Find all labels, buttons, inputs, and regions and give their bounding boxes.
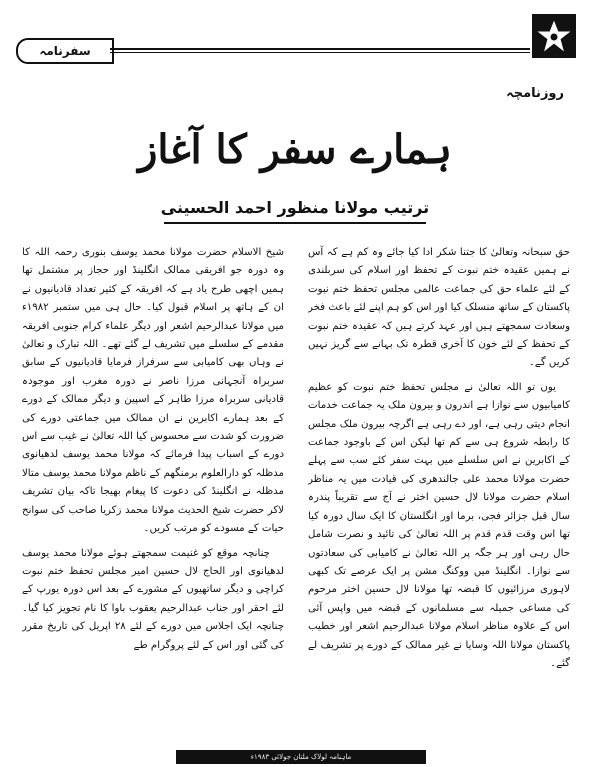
paragraph: یوں تو اللہ تعالیٰ نے مجلس تحفظ ختم نبوت کو عظیم کامیابیوں سے نوازا ہے اندرون و بیرون ملک یہ جماعت خدمات انجام دیتی رہی ہے، اور دے رہی ہے اگرچہ بیرون ملک مجلس کا رابطہ شروع ہی سے کم تھا لیکن اس کے باوجود جماعت کے اکابرین نے اس سلسلے میں بہت سفر کئے سب سے پہلے حضرت مولانا محمد علی جالندھری کی قیادت میں یہ مناظر اسلام حضرت مولانا لال حسین اختر نے آج سے تقریباً پندرہ سال قبل جزائر فجی، برما اور انگلستان کا ایک سال دورہ کیا تھا اس وقت قدم قدم پر اللہ تعالیٰ کی تائید و نصرت شامل حال رہی اور ہر جگہ پر اللہ تعالیٰ نے کامیابی کی سعادتوں سے نوازا۔ انگلینڈ میں ووکنگ مشن پر ایک عرصے تک کبھی لاہوری مرزائیوں کا قبضہ تھا مولانا لال حسین اختر مرحوم کی مساعی جمیلہ سے مسلمانوں کے قبضہ میں واپس آئی اس کے علاوہ مناظر اسلام مولانا عبدالرحیم اشعر اور خطیب پاکستان مولانا اللہ وسایا نے غیر ممالک کے دورے پر تشریف لے گئے۔ bbox=[308, 381, 570, 669]
footer-text: ماہنامہ لولاک ملتان جولائی ۱۹۸۳ء bbox=[250, 753, 352, 761]
footer-strip bbox=[176, 750, 426, 764]
paragraph: حق سبحانہ وتعالیٰ کا جتنا شکر ادا کیا جائے وہ کم ہے کہ آس نے ہمیں عقیدہ ختم نبوت کے تحفظ اور اسلام کی سربلندی کے لئے علماء حق کی جماعت عالمی مجلس تحفظ ختم نبوت پاکستان کے ساتھ منسلک کیا اور اس کو ہم اپنے لئے باعث فخر وسعادت سمجھتے ہیں اور عہد کرتے ہیں کہ عقیدہ ختم نبوت کے تحفظ کے لئے خون کا آخری قطرہ تک بہانے سے گریز نہیں کریں گے۔ bbox=[308, 247, 570, 369]
text-column-right bbox=[308, 244, 570, 742]
author-credit: ترتیب مولانا منظور احمد الحسینی bbox=[160, 198, 430, 217]
series-tag-label: سفرنامہ bbox=[39, 44, 91, 58]
paragraph: چنانچہ موقع کو غنیمت سمجھتے ہوئے مولانا محمد یوسف لدھیانوی اور الحاج لال حسین امیر مجلس تحفظ ختم نبوت کراچی و دیگر ساتھیوں کے مشورے کے بعد اس دورہ یورپ کے لئے احقر اور جناب عبدالرحیم یعقوب باوا کا نام تجویز کیا گیا۔ چنانچہ ایک اجلاس میں دورے کے لئے ۲۸ اپریل کی تاریخ مقرر کی گئی اور اس کے لئے پروگرام طے bbox=[22, 547, 284, 651]
header-rule-thin bbox=[110, 52, 530, 53]
star-emblem-svg bbox=[537, 19, 571, 53]
page-title: ہمارے سفر کا آغاز bbox=[138, 126, 452, 173]
section-label: روزنامچہ bbox=[506, 86, 564, 101]
author-underline bbox=[164, 222, 426, 224]
star-emblem-icon bbox=[532, 14, 576, 58]
header-rule bbox=[110, 48, 530, 50]
paragraph: شیخ الاسلام حضرت مولانا محمد یوسف بنوری رحمہ اللہ کا وہ دورہ جو افریقی ممالک انگلینڈ اور حجاز پر مشتمل تھا ہمیں اچھی طرح یاد ہے کہ افریقہ کے کثیر تعداد قادیانیوں نے ان کے ہاتھ پر اسلام قبول کیا۔ حال ہی میں ستمبر ۱۹۸۲ء میں مولانا عبدالرحیم اشعر اور دیگر علماء کرام جنوبی افریقہ مقدمے کے سلسلے میں تشریف لے گئے تھے۔ اللہ تبارک و تعالیٰ نے وہاں بھی کامیابی سے سرفراز فرمایا قادیانیوں کے سابق سربراہ آنجہانی مرزا ناصر نے دورہ مغرب اور موجودہ قادیانی سربراہ مرزا طاہر کے اسپین و دیگر ممالک کے دورے کے بعد ہمارے اکابرین نے ان ممالک میں جماعتی دورے کی ضرورت کو شدت سے محسوس کیا اللہ تعالیٰ نے غیب سے اس دورے کے اسباب پیدا فرمائے کہ مولانا محمد یوسف لدھیانوی مدظلہ کو دارالعلوم برمنگھم کے ناظم مولانا محمد یوسف متالا مدظلہ نے انگلینڈ کی دعوت کا پیغام بھیجا تاکہ بیان تشریف لاکر حضرت شیخ الحدیث مولانا محمد زکریا صاحب کی سوانح حیات کے مسودے کو مرتب کریں۔ bbox=[22, 247, 284, 535]
series-tag bbox=[16, 38, 114, 64]
text-column-left bbox=[22, 244, 284, 742]
